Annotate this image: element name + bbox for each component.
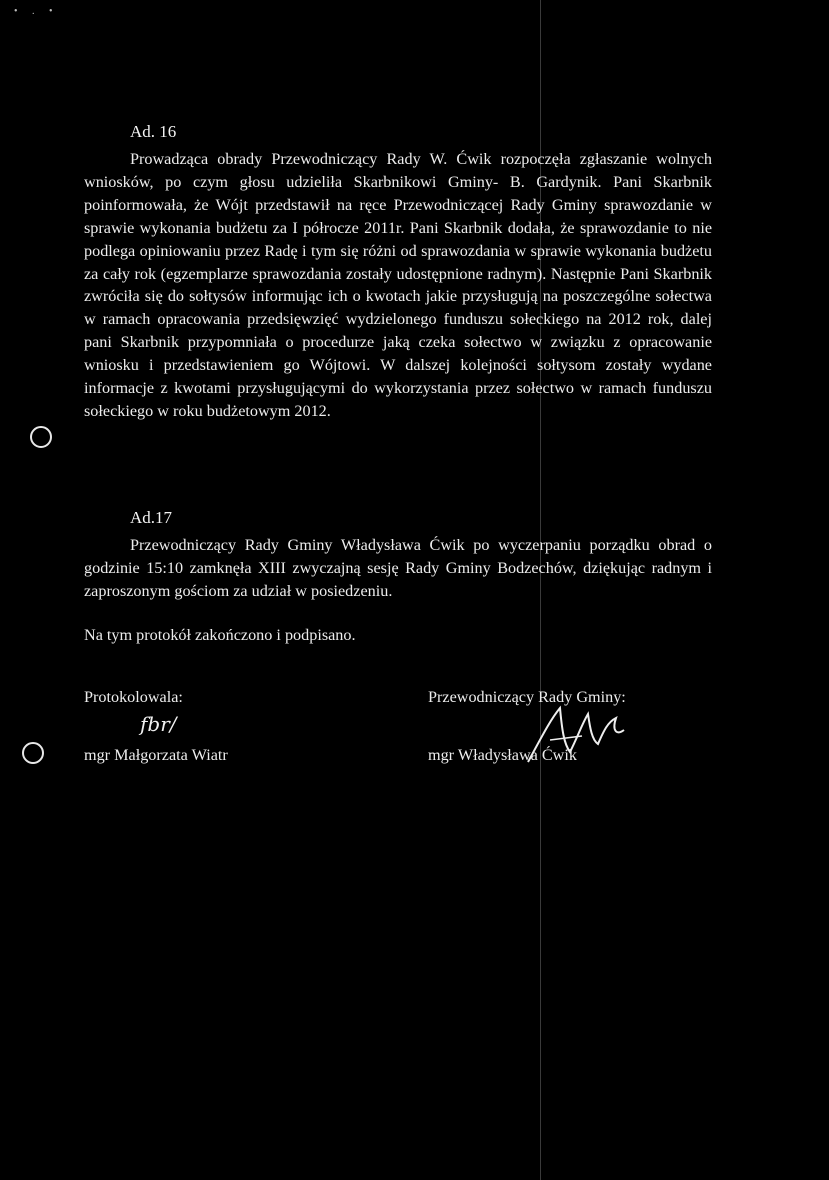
- left-signature-name: mgr Małgorzata Wiatr: [84, 746, 228, 764]
- section-16-heading: Ad. 16: [130, 122, 177, 141]
- section-17-heading: Ad.17: [130, 508, 173, 527]
- right-signature-role: Przewodniczący Rady Gminy:: [428, 688, 626, 706]
- section-17-paragraph: Przewodniczący Rady Gminy Władysława Ćwik po wyczerpaniu porządku obrad o godzinie 15:10 zamknęła XIII zwyczajną sesję Rady Gminy Bodzechów, dziękując radnym i zaproszonym gościom za udział w posiedzeniu.: [84, 536, 712, 600]
- punch-hole-top: [30, 426, 52, 448]
- closing-line: Na tym protokół zakończono i podpisano.: [84, 626, 356, 644]
- left-signature-initials: fbr/: [140, 712, 177, 736]
- section-16-paragraph: Prowadząca obrady Przewodniczący Rady W. Ćwik rozpoczęła zgłaszanie wolnych wniosków, po czym głosu udzieliła Skarbnikowi Gminy- B. Gardynik. Pani Skarbnik poinformowała, że Wójt przedstawił na ręce Przewodniczącej Rady Gminy sprawozdanie w sprawie wykonania budżetu za I półrocze 2011r. Pani Skarbnik dodała, że sprawozdanie to nie podlega opiniowaniu przez Radę i tym się różni od sprawozdania w sprawie wykonania budżetu za cały rok (egzemplarze sprawozdania zostały udostępnione radnym). Następnie Pani Skarbnik zwróciła się do sołtysów informując ich o kwotach jakie przysługują na poszczególne sołectwa w ramach opracowania przedsięwzięć wydzielonego funduszu sołeckiego na 2012 rok, dalej pani Skarbnik przypomniała o procedurze jaką czeka sołectwo w związku z opracowanie wniosku i przedstawieniem go Wójtowi. W dalszej kolejności sołtysom zostały wydane informacje z kwotami przysługującymi do wykorzystania przez sołectwo w ramach funduszu sołeckiego w roku budżetowym 2012.: [84, 150, 712, 420]
- right-signature-name: mgr Władysława Ćwik: [428, 746, 577, 764]
- corner-marks: • . •: [14, 6, 59, 17]
- punch-hole-bottom: [22, 742, 44, 764]
- left-signature-role: Protokolowala:: [84, 688, 183, 706]
